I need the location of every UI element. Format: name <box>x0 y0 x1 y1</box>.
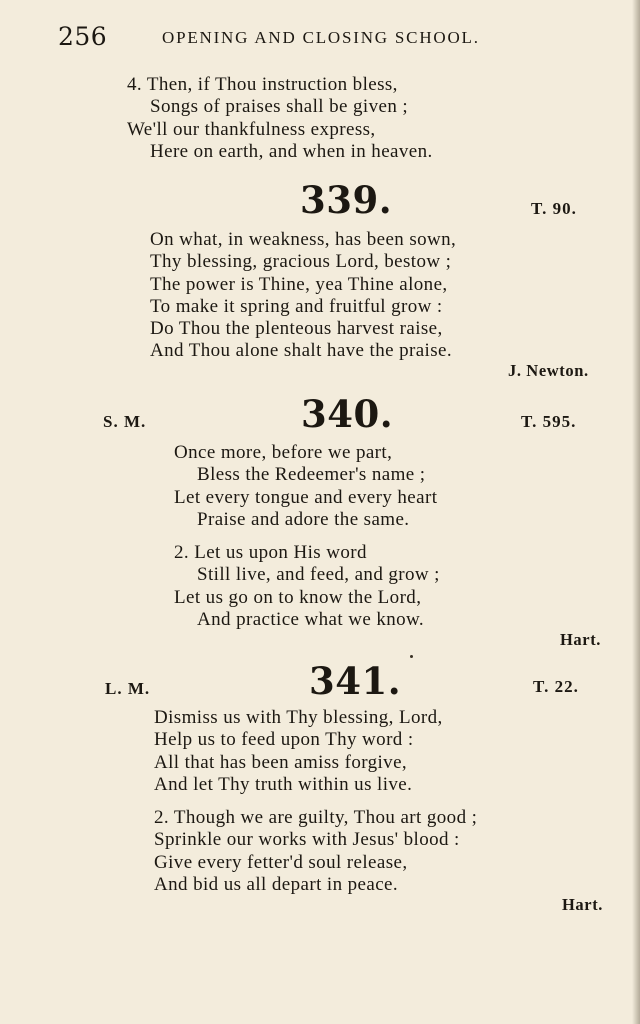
hymn-author: Hart. <box>562 895 604 914</box>
verse-line: All that has been amiss forgive, <box>154 751 408 773</box>
verse-line: Bless the Redeemer's name ; <box>197 464 426 486</box>
hymn-number: 339. <box>300 178 393 222</box>
verse-line: 4. Then, if Thou instruction bless, <box>127 74 398 95</box>
verse-line: 2. Let us upon His word <box>174 542 367 563</box>
verse-line: And practice what we know. <box>197 608 425 630</box>
verse-line: Thy blessing, gracious Lord, bestow ; <box>150 251 452 273</box>
verse-line: Still live, and feed, and grow ; <box>197 564 440 586</box>
verse-line: Let us go on to know the Lord, <box>174 586 422 608</box>
print-speck <box>410 655 413 658</box>
verse-line: Songs of praises shall be given ; <box>150 96 409 118</box>
verse-line: And Thou alone shalt have the praise. <box>150 340 453 362</box>
hymn-stanza <box>154 707 443 796</box>
hymn-stanza <box>174 442 437 531</box>
meter-label: S. M. <box>103 412 147 431</box>
verse-line: Praise and adore the same. <box>197 508 410 530</box>
meter-label: L. M. <box>105 679 151 698</box>
hymn-stanza <box>154 807 477 896</box>
verse-line: And bid us all depart in peace. <box>154 873 399 895</box>
verse-line: Do Thou the plenteous harvest raise, <box>150 318 443 340</box>
verse-line: Here on earth, and when in heaven. <box>150 140 433 162</box>
tune-reference: T. 22. <box>533 677 579 696</box>
verse-line: Once more, before we part, <box>174 442 393 463</box>
page-number: 256 <box>58 22 108 51</box>
hymn-number: 340. <box>301 392 394 436</box>
verse-line: And let Thy truth within us live. <box>154 773 413 795</box>
verse-line: Give every fetter'd soul release, <box>154 851 408 873</box>
verse-line: Sprinkle our works with Jesus' blood : <box>154 829 460 851</box>
verse-line: 2. Though we are guilty, Thou art good ; <box>154 807 478 828</box>
verse-line: We'll our thankfulness express, <box>127 118 376 140</box>
page-edge-shadow <box>632 0 640 1024</box>
hymn-number: 341. <box>309 659 402 703</box>
verse-line: On what, in weakness, has been sown, <box>150 229 457 250</box>
verse-line: To make it spring and fruitful grow : <box>150 295 443 317</box>
verse-line: Let every tongue and every heart <box>174 486 438 508</box>
running-title: OPENING AND CLOSING SCHOOL. <box>162 28 480 47</box>
continued-stanza <box>127 74 433 163</box>
hymn-author: J. Newton. <box>508 361 589 380</box>
hymn-stanza <box>150 229 456 363</box>
hymn-stanza <box>174 542 440 631</box>
hymn-author: Hart. <box>560 630 602 649</box>
verse-line: The power is Thine, yea Thine alone, <box>150 273 448 295</box>
tune-reference: T. 90. <box>531 199 577 218</box>
verse-line: Help us to feed upon Thy word : <box>154 729 414 751</box>
tune-reference: T. 595. <box>521 412 577 431</box>
verse-line: Dismiss us with Thy blessing, Lord, <box>154 707 443 728</box>
